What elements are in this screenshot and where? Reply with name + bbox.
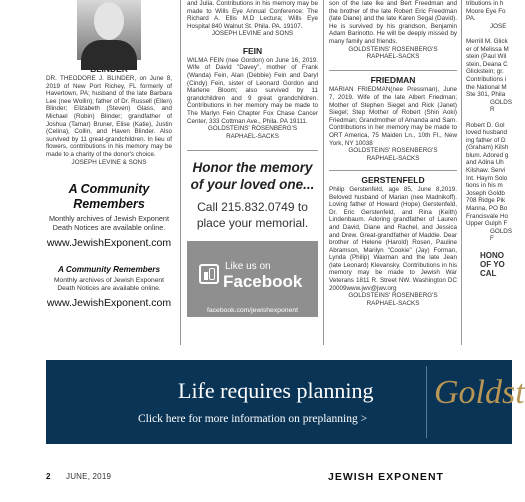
clipped-line: Glickstein; gr.: [466, 68, 504, 76]
clipped-line: Upper Gulph F: [466, 220, 508, 228]
facebook-promo[interactable]: [187, 241, 318, 317]
clipped-line: JOSE: [490, 22, 507, 30]
clipped-line: Robert D. Gol: [466, 121, 505, 129]
community-remembers-text-2: Monthly archives of Jewish Exponent Death Notices are available online.: [53, 276, 165, 293]
clipped-line: Manna, PO Bo: [466, 205, 508, 213]
banner-headline: Life requires planning: [178, 378, 374, 403]
clipped-line: tions in his m: [466, 182, 503, 190]
column-divider: [180, 0, 181, 345]
funeral-home-top: JOSEPH LEVINE and SONS: [211, 30, 294, 38]
obituary-text-friedman: MARIAN FRIEDMAN(nee Pressman), June 7, 2019. Wife of the late Albert Friedman; Mother of Stephen Siegel and Rick (Janet) Siegel; Step Mother of Robert (Shin Aoki) Friedman; Grandmother of Amanda and Sam. Contributions in her memory may be made to ORT America, 75 Maiden Ln., 10th Fl., New York, NY 10038: [329, 86, 457, 147]
clipped-line: blum. Adored g: [466, 151, 509, 159]
clipped-line: Ste 301, Phila: [466, 91, 506, 99]
memorial-call-text: Call 215.832.0749 to place your memorial.: [196, 199, 309, 230]
clipped-line: Merrill M. Glick: [466, 37, 508, 45]
publication-name: JEWISH EXPONENT: [328, 471, 444, 483]
obituary-column-4: [466, 0, 512, 345]
clipped-line: stein, Deana C: [466, 60, 508, 68]
obituary-text-fein: WILMA FEIN (nee Gordon) on June 16, 2019. Wife of David "Davey", mother of Frank (Wanda) Fein, Alan (Debbie) Fein and Daryl (Cindy) Fein, sister of Leonard Gordon and Marlene Bloom; also survived by 11 grandchildren and 9 great grandchildren. Contributions in her memory may be made to The Marlyn Fein Chapter Fox Chase Cancer Center, 333 Cottman Ave., Phila. PA 19111.: [187, 56, 318, 125]
jewish-exponent-link[interactable]: www.JewishExponent.com: [46, 236, 172, 249]
clipped-line: F: [490, 235, 494, 243]
clipped-line: R: [490, 106, 495, 114]
clipped-line: ing father of D: [466, 136, 506, 144]
obituary-fragment-top: and Julia. Contributions in his memory may be made to Wills Eye Annual Conference: The Richard A. Ellis M.D Lectura; Wills Eye Hospital 840 Walnut St. Phila. PA. 19107.: [187, 0, 318, 30]
jewish-exponent-link-2[interactable]: www.JewishExponent.com: [46, 296, 172, 309]
clipped-line: GOLDS: [490, 98, 513, 106]
banner-divider: [426, 366, 427, 438]
clipped-line: HONO: [480, 250, 504, 260]
clipped-line: the National M: [466, 83, 507, 91]
issue-date: JUNE, 2019: [66, 472, 112, 481]
clipped-line: [466, 243, 522, 251]
facebook-url[interactable]: facebook.com/jewishexponent: [206, 306, 299, 314]
facebook-like-label: Like us on: [225, 260, 271, 272]
clipped-line: loved husband: [466, 129, 507, 137]
obituary-column-3: [329, 0, 457, 307]
obituary-photo: [77, 0, 141, 60]
obituary-name-fein: FEIN: [242, 45, 263, 56]
clipped-line: GOLDS: [490, 227, 513, 235]
obituary-column-2: [187, 0, 318, 317]
clipped-line: Joseph Goldb: [466, 189, 505, 197]
obituary-name-friedman: FRIEDMAN: [370, 75, 416, 86]
clipped-line: [466, 114, 522, 122]
obituary-text-gerstenfeld: Philip Gerstenfeld, age 85, June 8,2019. Beloved husband of Marian (nee Madnikoff). Loving father of Howard (Hope) Gerstenfeld, Dr. Eric Gerstenfeld, and Rina (Keith) Lindenbaum. Adoring grandfather of Lauren and David, Diane and Rachel, and Jessica and Drew. Great-grandfather of Maddie. Dear brother of Helene (Harold) Rosen, Pauline Abramson, Marilyn "Cookie" (Jay) Forman, Lynda (Philip) Waxman and the late Jean (late Leonard) Klevansky. Contributions in his memory may be made to Jewish War Veterans 1811 R. Street NW. Washington DC 20009www.jwv@jwv.org: [329, 185, 457, 292]
clipped-line: PA.: [466, 15, 476, 23]
clipped-line: er of Melissa M: [466, 45, 509, 53]
community-remembers-title-2: A Community Remembers: [57, 264, 161, 274]
clipped-line: tributions in h: [466, 0, 504, 7]
column-divider: [323, 0, 324, 345]
clipped-line: Francisvale Ho: [466, 212, 508, 220]
obituary-column-1: [46, 0, 172, 309]
column-divider: [461, 0, 462, 345]
funeral-home-gerstenfeld-2: RAPHAEL-SACKS: [366, 299, 420, 307]
clipped-line: stein (Paul Wil: [466, 53, 507, 61]
community-remembers-title: A Community Remembers: [68, 181, 150, 211]
funeral-home-friedman-1: GOLDSTEINS' ROSENBERG'S: [348, 147, 438, 155]
clipped-obituary-lines: [466, 0, 522, 278]
funeral-home-top-3a: GOLDSTEINS' ROSENBERG'S: [348, 45, 438, 53]
clipped-line: Contributions i: [466, 75, 507, 83]
funeral-home-blinder: JOSEPH LEVINE & SONS: [71, 158, 147, 166]
clipped-line: OF YO: [480, 259, 505, 269]
clipped-line: (Graham) Kilsh: [466, 144, 509, 152]
clipped-line: Kilshaw. Servi: [466, 167, 506, 175]
obituary-text-blinder: DR. THEODORE J. BLINDER, on June 8, 2019 of New Port Richey, FL formerly of Havertown, PA; husband of the late Barbara Lee (nee Wollin); father of Dr. Russell (Ellen) Blinder; Elizabeth (Steven) Glass, and Michael (Robin) Blinder; grandfather of Joshua (Tamar) Bruner, Elise (Katie), Justin (Celina), Collin, and Haven Blinder. Also survived by 11 great-grandchildren. In lieu of flowers, contributions in his memory may be made to a charity of the donor's choice.: [46, 75, 172, 158]
facebook-brand: Facebook: [223, 271, 303, 291]
obituary-name-gerstenfeld: GERSTENFELD: [361, 174, 425, 185]
funeral-home-fein-2: RAPHAEL-SACKS: [226, 132, 279, 140]
thumbs-up-icon: [199, 264, 219, 284]
page-footer: [46, 472, 512, 486]
funeral-home-gerstenfeld-1: GOLDSTEINS' ROSENBERG'S: [348, 292, 438, 300]
clipped-line: Int. Haym Solo: [466, 174, 508, 182]
funeral-home-friedman-2: RAPHAEL-SACKS: [366, 154, 420, 162]
preplanning-link[interactable]: Click here for more information on preplanning >: [138, 413, 368, 425]
goldsteins-logo: Goldst: [434, 374, 525, 411]
community-remembers-text: Monthly archives of Jewish Exponent Death Notices are available online.: [48, 213, 170, 233]
clipped-line: Moore Eye Fo: [466, 7, 506, 15]
clipped-line: and Adina Uh: [466, 159, 504, 167]
obituary-fragment-top-3: son of the late Ike and Bert Freedman and the brother of the late Robert Eric Freedman (late Diane) and the late Karen Segal (David). He is survived by his grandson, Benjamin Adam Barinotto. He will be deeply missed by many family and friends.: [329, 0, 457, 45]
honor-memory-headline: Honor the memory of your loved one...: [190, 159, 315, 192]
page-number: 2: [46, 472, 51, 481]
clipped-line: [466, 30, 522, 38]
funeral-home-top-3b: RAPHAEL-SACKS: [366, 52, 420, 60]
clipped-line: CAL: [480, 268, 497, 278]
clipped-line: 708 Ridge Pik: [466, 197, 506, 205]
funeral-home-fein-1: GOLDSTEINS' ROSENBERG'S: [207, 125, 298, 133]
preplanning-banner-ad[interactable]: [46, 360, 525, 444]
